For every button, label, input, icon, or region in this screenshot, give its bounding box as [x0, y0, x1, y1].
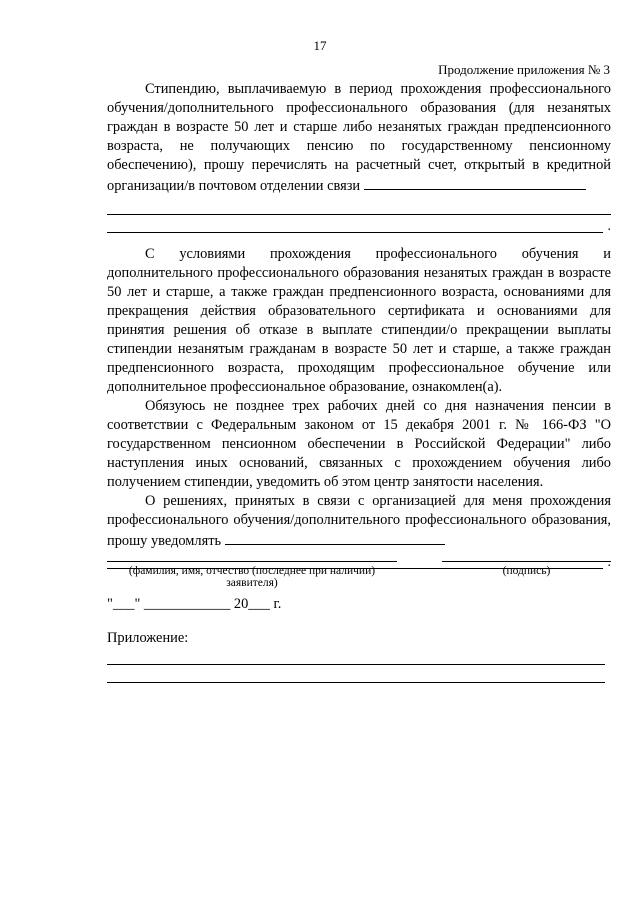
signature-block — [107, 545, 611, 589]
notification-method-field[interactable] — [225, 530, 445, 545]
bank-details-line-2[interactable]: . — [107, 215, 611, 233]
signature-caption: (подпись) — [502, 565, 551, 577]
paragraph-stipend-account-text: Стипендию, выплачиваемую в период прохождения профессионального обучения/дополнительного профессионального образования (для незанятых граждан в возрасте 50 лет и старше либо незанятых граждан предпенсионного возраста, не получающих пенсию по государственному пенсионному обеспечению), прошу перечислять на расчетный счет, открытый в кредитной организации/в почтовом отделении связи — [107, 81, 611, 194]
paragraph-pension-obligation: Обязуюсь не позднее трех рабочих дней со дня назначения пенсии в соответствии с Федеральным законом от 15 декабря 2001 г. № 166-ФЗ "О государственном пенсионном обеспечении в Российской Федерации" либо наступления иных оснований, связанных с прохождением обучения либо получением стипендии, уведомить об этом центр занятости населения. — [107, 398, 611, 490]
paragraph-notification-method — [107, 492, 611, 551]
paragraph-conditions-acknowledged: С условиями прохождения профессионального обучения и дополнительного профессионального образования незанятых граждан в возрасте 50 лет и старше, а также граждан предпенсионного возраста, основаниями для прекращения действия образовательного сертификата и основаниями для принятия решения об отказе в выплате стипендии/о прекращении выплаты стипендии незанятым гражданам в возрасте 50 лет и старше, а также граждан предпенсионного возраста, проходящим профессиональное обучение или дополнительное профессиональное образование, ознакомлен(а). — [107, 246, 611, 395]
bank-details-field[interactable] — [364, 175, 586, 190]
appendix-continuation-note: Продолжение приложения № 3 — [438, 62, 610, 77]
attachment-section — [107, 630, 605, 683]
document-body — [107, 80, 611, 569]
paragraph-notification-method-text: О решениях, принятых в связи с организацией для меня прохождения профессионального обучения/дополнительного профессионального образования, прошу уведомлять — [107, 493, 611, 549]
applicant-name-field[interactable] — [107, 561, 397, 562]
signature-field[interactable] — [442, 561, 611, 562]
bank-details-line-1[interactable] — [107, 196, 611, 215]
attachment-label: Приложение: — [107, 630, 189, 646]
paragraph-stipend-account — [107, 80, 611, 196]
attachment-line-2[interactable] — [107, 665, 605, 683]
notification-method-line-2[interactable]: . — [107, 551, 611, 569]
attachment-line-1[interactable] — [107, 647, 605, 665]
page-number: 17 — [313, 38, 327, 53]
date-field[interactable]: "___" ____________ 20___ г. — [107, 596, 282, 612]
applicant-name-caption: (фамилия, имя, отчество (последнее при наличии) заявителя) — [128, 565, 376, 589]
